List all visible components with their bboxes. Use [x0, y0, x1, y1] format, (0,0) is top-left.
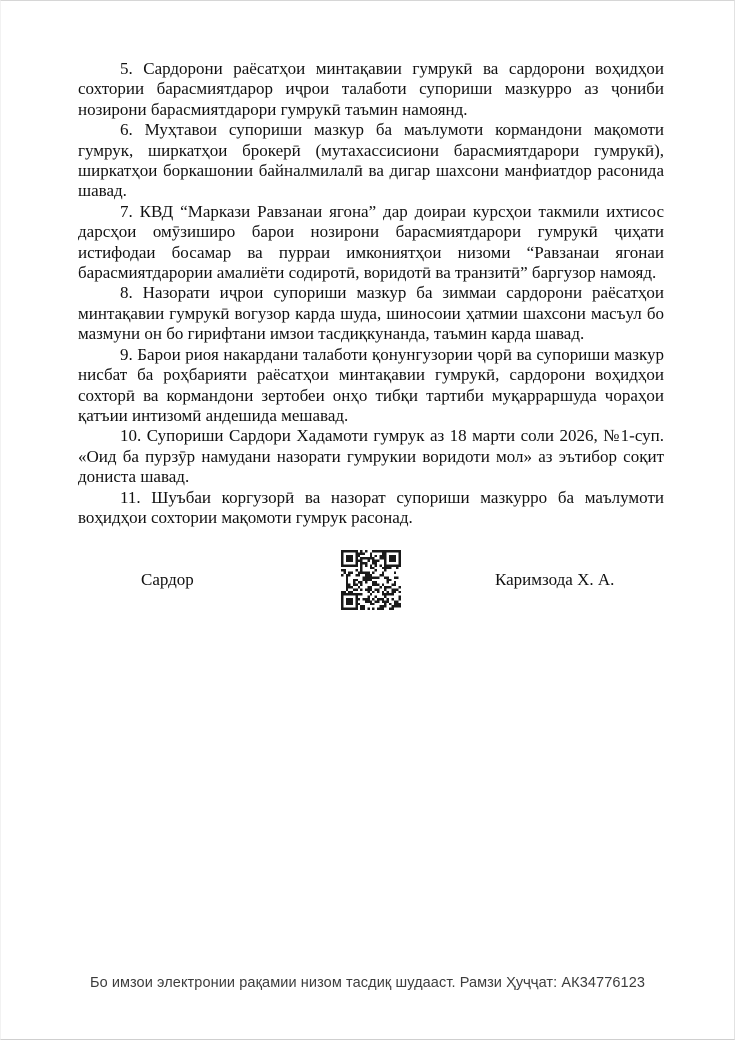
signature-position-label: Сардор: [141, 570, 194, 589]
paragraph-7: 7. КВД “Маркази Равзанаи ягона” дар доираи курсҳои такмили ихтисос дарсҳои омӯзиширо барои нозирони барасмиятдарори гумрукӣ ҷиҳати истифодаи босамар ва пурраи имкониятҳои низоми “Равзанаи ягонаи барасмиятдарории амалиёти содиротӣ, воридотӣ ва транзитӣ” баргузор намояд.: [78, 201, 664, 283]
paragraph-8: 8. Назорати иҷрои супориши мазкур ба зиммаи сардорони раёсатҳои минтақавии гумрукӣ вогузор карда шуда, шиносоии ҳатмии шахсони масъул бо мазмуни он бо гирифтани имзои тасдиқкунанда, таъмин карда шавад.: [78, 283, 664, 344]
paragraph-11: 11. Шуъбаи коргузорӣ ва назорат супориши мазкурро ба маълумоти воҳидҳои сохтории мақомоти гумрук расонад.: [78, 487, 664, 527]
paragraph-6: 6. Муҳтавои супориши мазкур ба маълумоти кормандони мақомоти гумрук, ширкатҳои брокерӣ (мутахассисиони барасмиятдарори гумрукӣ), ширкатҳои боркашонии байналмилалӣ ва дигар шахсони манфиатдор расонида шавад.: [78, 120, 664, 201]
paragraph-9: 9. Барои риоя накардани талаботи қонунгузории ҷорӣ ва супориши мазкур нисбат ба роҳбарияти раёсатҳои минтақавии гумрукӣ, сардорони воҳидҳои сохторӣ ва кормандони зертобеи онҳо тибқи тартиби муқарраршуда чораҳои қатъии интизомӣ андешида мешавад.: [78, 344, 664, 425]
paragraph-10: 10. Супориши Сардори Хадамоти гумрук аз 18 марти соли 2026, №1-суп. «Оид ба пурзӯр намудани назорати гумрукии воридоти мол» аз эътибор соқит дониста шавад.: [78, 426, 664, 487]
electronic-signature-footer: Бо имзои электронии рақамии низом тасдиқ шудааст. Рамзи Ҳуҷҷат: АК34776123: [89, 975, 646, 991]
qr-code-icon: [341, 549, 401, 611]
signature-signatory-name: Каримзода Х. А.: [495, 570, 615, 589]
signature-block: [78, 548, 664, 614]
document-body: [78, 59, 664, 528]
paragraph-5: 5. Сардорони раёсатҳои минтақавии гумрукӣ ва сардорони воҳидҳои сохтории барасмиятдарор иҷрои талаботи супориши мазкурро аз ҷониби нозирони барасмиятдарори гумрукӣ таъмин намоянд.: [78, 59, 664, 119]
